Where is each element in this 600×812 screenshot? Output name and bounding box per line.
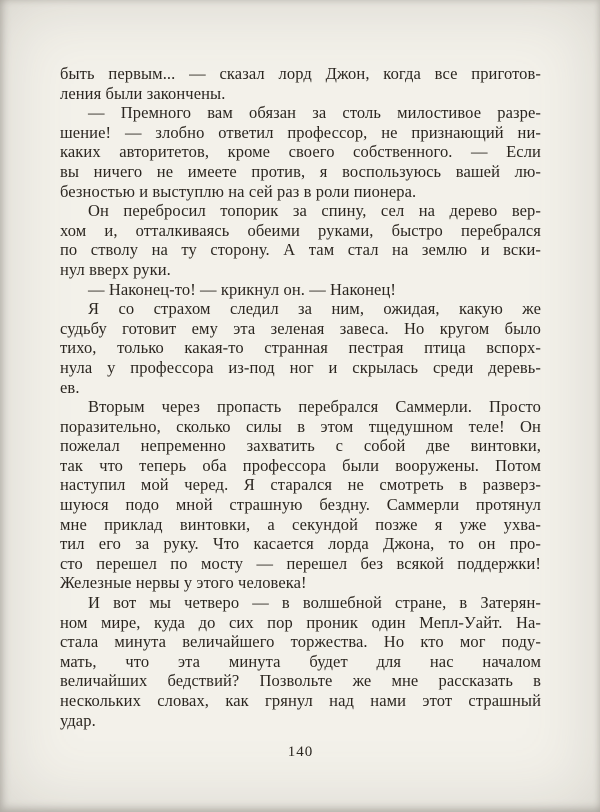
paragraph [60, 64, 541, 103]
text-line: тихо, только какая-то странная пестрая птица вспорх- [60, 338, 541, 358]
paragraph [60, 201, 541, 279]
text-block [60, 64, 541, 730]
text-line: мать, что эта минута будет для нас началом [60, 651, 541, 671]
text-line: так что теперь оба профессора были вооружены. Потом [60, 455, 541, 475]
text-line: Вторым через пропасть перебрался Саммерли. Просто [88, 397, 541, 417]
text-line: Я со страхом следил за ним, ожидая, какую же [88, 299, 541, 319]
text-line: вы ничего не имеете против, я воспользуюсь вашей лю- [60, 161, 541, 181]
text-line: ном мире, куда до сих пор проник один Мепл-Уайт. На- [60, 612, 541, 632]
paragraph [60, 593, 541, 730]
text-line: И вот мы четверо — в волшебной стране, в Затерян- [88, 593, 541, 613]
text-line: нула у профессора из-под ног и скрылась среди деревь- [60, 357, 541, 377]
paragraph [60, 397, 541, 593]
text-line: по стволу на ту сторону. А там стал на землю и вски- [60, 240, 541, 260]
paragraph [60, 280, 541, 300]
text-line: нескольких словах, как грянул над нами этот страшный [60, 691, 541, 710]
text-line: сто перешел по мосту — перешел без всякой поддержки! [60, 553, 541, 573]
text-line: поразительно, сколько силы в этом тщедушном теле! Он [60, 416, 541, 436]
text-line: наступил мой черед. Я старался не смотреть в разверз- [60, 475, 541, 495]
text-line: — Премного вам обязан за столь милостивое разре- [88, 103, 541, 123]
paragraph [60, 103, 541, 201]
text-line: величайших бедствий? Позвольте же мне рассказать в [60, 671, 541, 691]
text-line: пожелал непременно захватить с собой две винтовки, [60, 436, 541, 456]
text-line: мне приклад винтовки, а секундой позже я уже ухва- [60, 514, 541, 534]
text-line: шение! — злобно ответил профессор, не признающий ни- [60, 122, 541, 142]
text-line: стала минута величайшего торжества. Но кто мог поду- [60, 632, 541, 652]
text-line: — Наконец-то! — крикнул он. — Наконец! [88, 279, 396, 299]
text-line: каких авторитетов, кроме своего собственного. — Если [60, 142, 541, 162]
text-line: шуюся подо мной страшную бездну. Саммерли протянул [60, 495, 541, 515]
text-line: ления были закончены. [60, 83, 226, 103]
page-number: 140 [287, 744, 314, 760]
text-line: удар. [60, 710, 96, 730]
text-line: Железные нервы у этого человека! [60, 573, 307, 593]
paragraph [60, 299, 541, 397]
text-line: безностью и выступлю на сей раз в роли пионера. [60, 181, 417, 201]
text-line: Он перебросил топорик за спину, сел на дерево вер- [88, 201, 541, 221]
text-line: хом и, отталкиваясь обеими руками, быстро перебрался [60, 220, 541, 240]
text-line: судьбу готовит ему эта зеленая завеса. Но кругом было [60, 318, 541, 338]
text-line: ев. [60, 377, 80, 397]
text-line: нул вверх руки. [60, 259, 171, 279]
text-line: быть первым... — сказал лорд Джон, когда все приготов- [60, 64, 541, 83]
text-line: тил его за руку. Что касается лорда Джона, то он про- [60, 534, 541, 554]
